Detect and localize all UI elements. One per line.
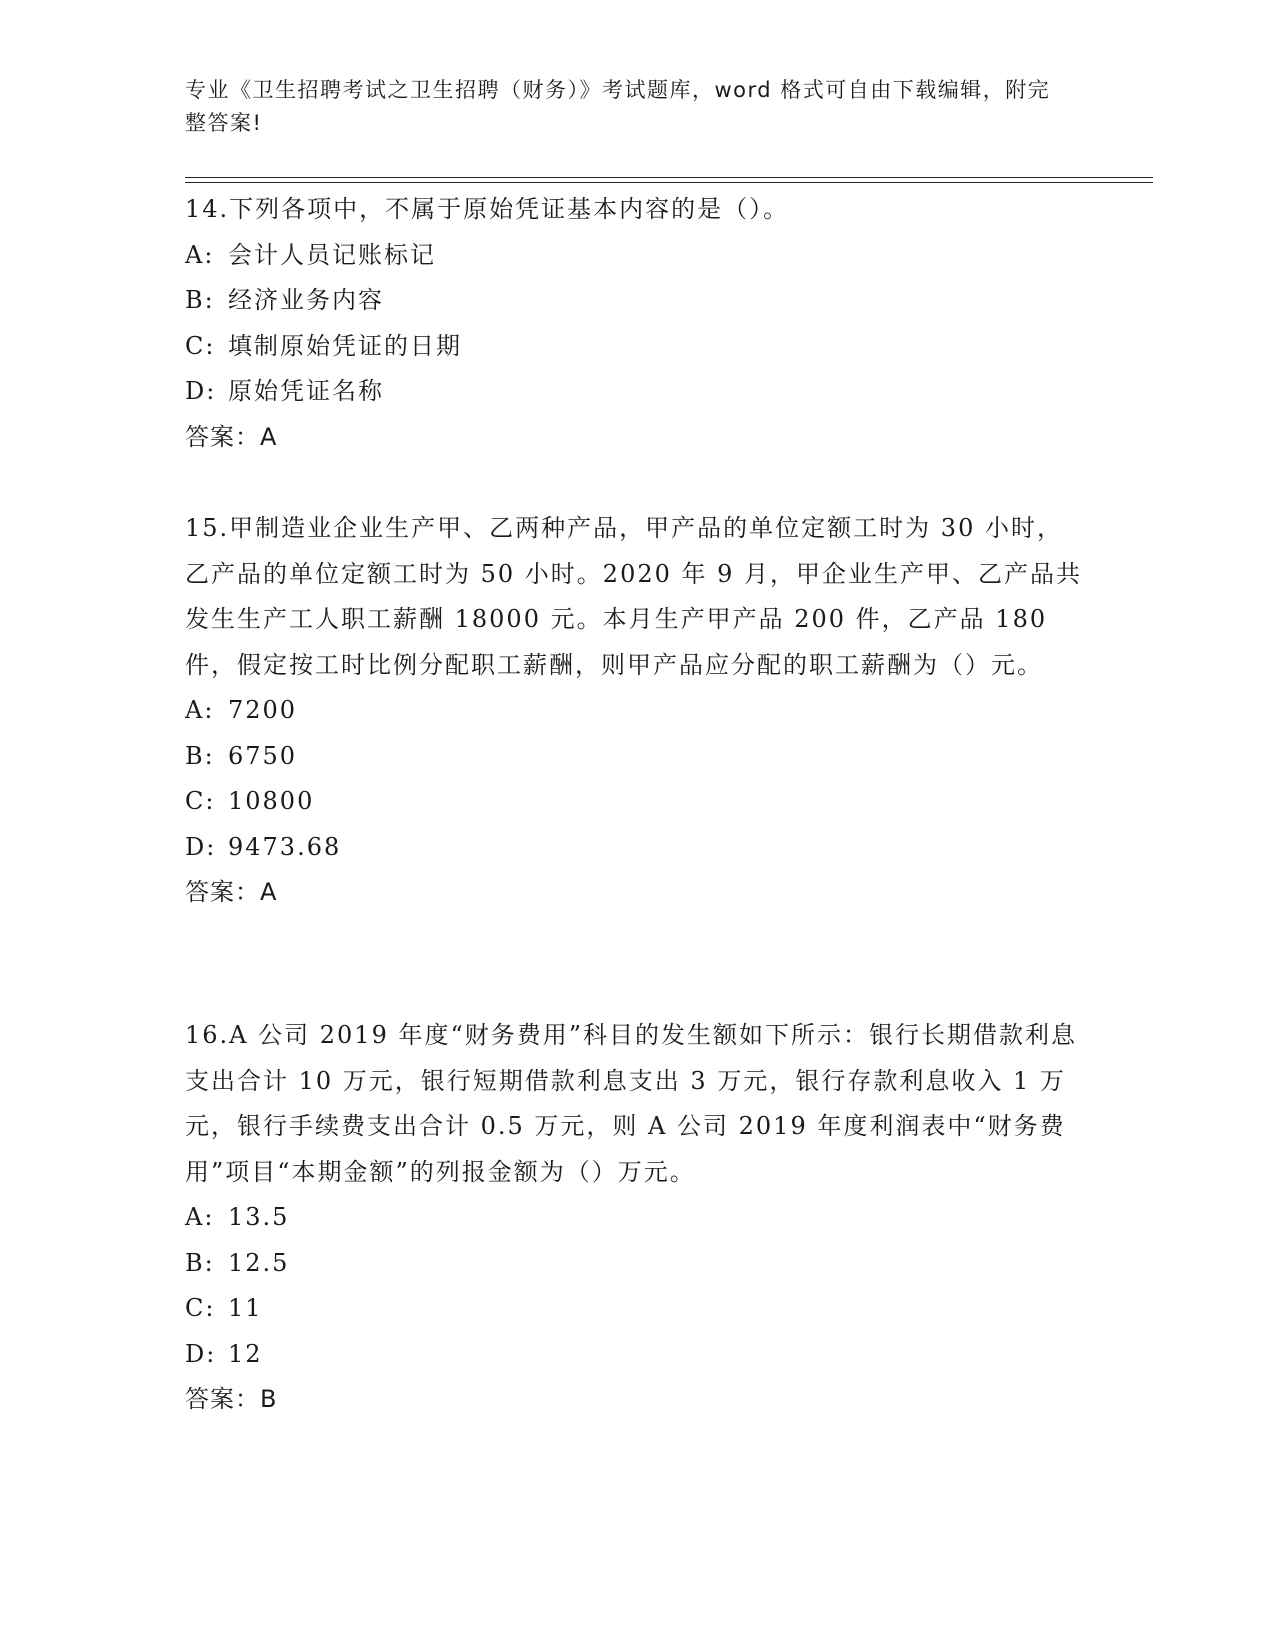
option-label: D: bbox=[185, 377, 217, 405]
question-15 bbox=[185, 506, 1085, 916]
question-stem: 16.A 公司 2019 年度“财务费用”科目的发生额如下所示：银行长期借款利息支出合计 10 万元，银行短期借款利息支出 3 万元，银行存款利息收入 1 万元，银行手续费支出合计 0.5 万元，则 A 公司 2019 年度利润表中“财务费用”项目“本期金额”的列报金额为（）万元。 bbox=[185, 1021, 1078, 1186]
document-header: 专业《卫生招聘考试之卫生招聘（财务）》考试题库，word 格式可自由下载编辑，附完整答案! bbox=[185, 78, 1051, 135]
option-label: B: bbox=[185, 1248, 215, 1277]
option-text: 6750 bbox=[228, 741, 298, 770]
question-stem: 15.甲制造业企业生产甲、乙两种产品，甲产品的单位定额工时为 30 小时，乙产品的单位定额工时为 50 小时。2020 年 9 月，甲企业生产甲、乙产品共发生生产工人职工薪酬 18000 元。本月生产甲产品 200 件，乙产品 180 件，假定按工时比例分配职工薪酬，则甲产品应分配的职工薪酬为（）元。 bbox=[185, 514, 1083, 679]
answer-line: 答案：A bbox=[185, 878, 278, 906]
option-text: 经济业务内容 bbox=[228, 286, 384, 314]
option-label: B: bbox=[185, 741, 215, 770]
option-label: C: bbox=[185, 331, 216, 360]
option-c bbox=[185, 779, 1085, 825]
option-text: 9473.68 bbox=[228, 832, 342, 861]
option-b bbox=[185, 278, 1085, 324]
option-text: 12.5 bbox=[228, 1248, 290, 1277]
option-text: 10800 bbox=[228, 787, 315, 815]
option-text: 13.5 bbox=[228, 1203, 290, 1231]
answer-line: 答案：A bbox=[185, 422, 278, 451]
header-rule-top bbox=[185, 177, 1153, 178]
option-label: D: bbox=[185, 1339, 217, 1368]
option-text: 7200 bbox=[228, 696, 298, 724]
option-d bbox=[185, 369, 1085, 415]
option-text: 填制原始凭证的日期 bbox=[228, 331, 462, 360]
answer-line: 答案：B bbox=[185, 1385, 278, 1413]
option-label: D: bbox=[185, 832, 217, 861]
option-text: 会计人员记账标记 bbox=[228, 240, 436, 269]
option-text: 原始凭证名称 bbox=[228, 377, 384, 405]
option-label: C: bbox=[185, 787, 216, 815]
option-label: B: bbox=[185, 286, 215, 314]
option-label: A: bbox=[185, 696, 215, 724]
option-b bbox=[185, 734, 1085, 780]
option-a bbox=[185, 1195, 1085, 1241]
option-text: 12 bbox=[228, 1339, 263, 1368]
option-b bbox=[185, 1241, 1085, 1287]
option-label: A: bbox=[185, 1203, 215, 1231]
option-a bbox=[185, 688, 1085, 734]
question-stem: 14.下列各项中，不属于原始凭证基本内容的是（）。 bbox=[185, 195, 790, 223]
question-16 bbox=[185, 1013, 1085, 1423]
option-d bbox=[185, 825, 1085, 871]
option-a bbox=[185, 233, 1085, 279]
option-label: C: bbox=[185, 1294, 216, 1322]
option-text: 11 bbox=[228, 1294, 263, 1322]
header-rule-bottom bbox=[185, 182, 1153, 183]
option-label: A: bbox=[185, 240, 215, 269]
question-14 bbox=[185, 187, 1085, 460]
option-c bbox=[185, 1286, 1085, 1332]
option-d bbox=[185, 1332, 1085, 1378]
option-c bbox=[185, 324, 1085, 370]
